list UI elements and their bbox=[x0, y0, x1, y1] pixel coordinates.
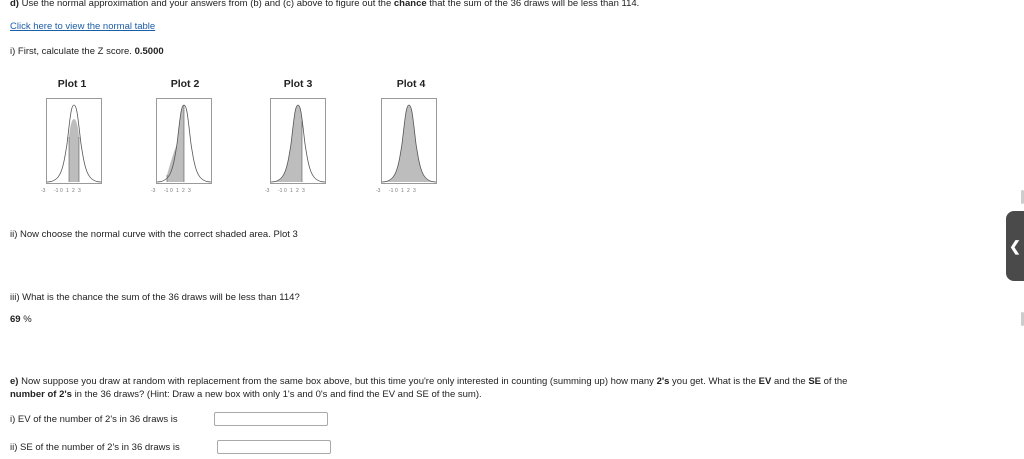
plot-3-shade bbox=[271, 105, 302, 182]
part-e-bold-se: SE bbox=[808, 376, 821, 387]
part-e-bold-ev: EV bbox=[758, 376, 772, 387]
plot-4-tick-label: 3 bbox=[413, 188, 416, 194]
curve-choice-answer: Plot 3 bbox=[273, 229, 298, 240]
plot-1-tick-label: 1 bbox=[66, 188, 69, 194]
plot-3-title: Plot 3 bbox=[283, 78, 313, 90]
part-d-text-1: Use the normal approximation and your answers from (b) and (c) above to figure out the bbox=[21, 0, 392, 9]
part-d-text-2: that the sum of the 36 draws will be less than 114. bbox=[429, 0, 640, 9]
plot-1-title: Plot 1 bbox=[57, 78, 87, 90]
part-e-text-1: Now suppose you draw at random with replacement from the same box above, but this time you're only interested in counting (summing up) how many bbox=[21, 376, 654, 387]
plot-1-tick-label: -1 bbox=[54, 188, 59, 194]
se-input[interactable] bbox=[217, 440, 331, 454]
part-e-text-4: of the bbox=[823, 376, 848, 387]
normal-table-link[interactable]: Click here to view the normal table bbox=[10, 21, 156, 32]
plot-1-shade bbox=[69, 119, 79, 182]
plot-1-tick-label: 3 bbox=[78, 188, 81, 194]
plot-3-tick-label: 3 bbox=[302, 188, 305, 194]
plot-4-title: Plot 4 bbox=[396, 78, 426, 90]
plot-3-tick-label: 1 bbox=[290, 188, 293, 194]
chance-answer bbox=[10, 314, 32, 326]
chance-question: iii) What is the chance the sum of the 36 draws will be less than 114? bbox=[10, 292, 300, 303]
plot-3[interactable] bbox=[270, 98, 326, 184]
z-score-label: i) First, calculate the Z score. bbox=[10, 46, 132, 57]
plot-4-tick-label: 0 bbox=[395, 188, 398, 194]
part-e-bold-1: 2's bbox=[656, 376, 670, 387]
plot-2-tick-label: 0 bbox=[170, 188, 173, 194]
part-e-prompt-line-1 bbox=[10, 376, 847, 388]
plot-2-curve bbox=[157, 99, 211, 183]
chevron-left-icon: ❮ bbox=[1009, 237, 1021, 254]
plot-2-shade bbox=[167, 105, 184, 182]
plot-4-curve bbox=[382, 99, 436, 183]
part-e-bold-2: number of 2's bbox=[10, 389, 72, 400]
part-d-bold: chance bbox=[393, 0, 427, 9]
side-panel-toggle[interactable] bbox=[1006, 211, 1024, 281]
plot-3-curve bbox=[271, 99, 325, 183]
plot-4-tick-label: 1 bbox=[401, 188, 404, 194]
part-e-prompt-line-2 bbox=[10, 389, 482, 401]
ev-label: i) EV of the number of 2's in 36 draws is bbox=[10, 414, 178, 425]
plot-4-tick-label: 2 bbox=[407, 188, 410, 194]
plot-4-tick-label: -3 bbox=[376, 188, 381, 194]
plot-2-tick-label: 3 bbox=[188, 188, 191, 194]
z-score-question bbox=[10, 46, 164, 58]
plot-3-tick-label: -3 bbox=[265, 188, 270, 194]
plot-3-tick-label: -1 bbox=[278, 188, 283, 194]
curve-choice-label: ii) Now choose the normal curve with the correct shaded area. bbox=[10, 229, 271, 240]
plot-2-tick-label: -1 bbox=[164, 188, 169, 194]
part-e-label: e) bbox=[10, 376, 19, 387]
plot-1-curve bbox=[47, 99, 101, 183]
plot-1-tick-label: 0 bbox=[60, 188, 63, 194]
plot-2-title: Plot 2 bbox=[170, 78, 200, 90]
part-d-prompt bbox=[10, 0, 639, 10]
plot-1-tick-label: 2 bbox=[72, 188, 75, 194]
plot-1[interactable] bbox=[46, 98, 102, 184]
part-e-text-5: in the 36 draws? (Hint: Draw a new box with only 1's and 0's and find the EV and SE of the sum). bbox=[74, 389, 482, 400]
chance-answer-value: 69 bbox=[10, 314, 21, 325]
plot-2-tick-label: -3 bbox=[151, 188, 156, 194]
plot-2-tick-label: 1 bbox=[176, 188, 179, 194]
curve-choice-question bbox=[10, 229, 298, 241]
plot-4[interactable] bbox=[381, 98, 437, 184]
part-e-text-2: you get. What is the bbox=[672, 376, 756, 387]
plot-3-tick-label: 2 bbox=[296, 188, 299, 194]
plot-2-tick-label: 2 bbox=[182, 188, 185, 194]
chance-answer-unit: % bbox=[23, 314, 32, 325]
plot-3-tick-label: 0 bbox=[284, 188, 287, 194]
z-score-answer: 0.5000 bbox=[134, 46, 164, 57]
se-label: ii) SE of the number of 2's in 36 draws is bbox=[10, 442, 180, 453]
plot-4-tick-label: -1 bbox=[389, 188, 394, 194]
part-e-text-3: and the bbox=[773, 376, 806, 387]
plot-2[interactable] bbox=[156, 98, 212, 184]
ev-input[interactable] bbox=[214, 412, 328, 426]
plot-1-tick-label: -3 bbox=[41, 188, 46, 194]
part-d-label: d) bbox=[10, 0, 19, 9]
plot-4-shade bbox=[382, 105, 436, 182]
